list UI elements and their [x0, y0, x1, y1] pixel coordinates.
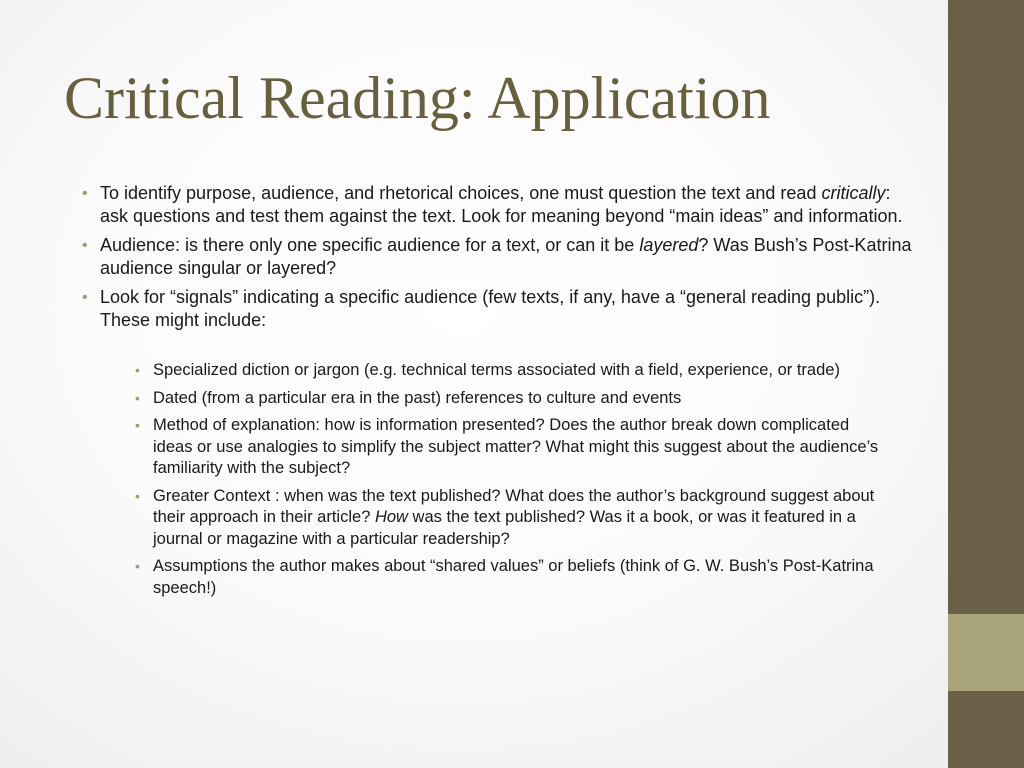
bullet-text: ? Was Bush’s Post-Katrina audience singular or layered? [100, 235, 912, 278]
decorative-side-accent [948, 614, 1024, 691]
sub-bullet-text: Dated (from a particular era in the past) references to culture and events [153, 388, 682, 407]
sub-bullet-text-emphasis: How [374, 508, 408, 526]
sub-bullet-item [133, 556, 893, 599]
slide-title: Critical Reading: Application [64, 65, 771, 131]
bullet-item [80, 182, 912, 228]
bullet-text: To identify purpose, audience, and rhetorical choices, one must question the text and read [100, 183, 822, 203]
bullet-item [80, 286, 912, 599]
bullet-text: Look for “signals” indicating a specific audience (few texts, if any, have a “general reading public”). These might include: [100, 287, 881, 330]
sub-bullet-text: Specialized diction or jargon (e.g. technical terms associated with a field, experience, or trade) [153, 361, 840, 379]
bullet-dot-icon: • [82, 289, 88, 306]
sub-bullet-list [100, 360, 912, 599]
sub-bullet-text: Greater Context : when was the text published? What does the author’s background suggest about their approach in their article? [153, 486, 875, 526]
bullet-dot-icon: • [135, 362, 140, 378]
sub-bullet-text: Assumptions the author makes about “shared values” or beliefs (think of G. W. Bush’s Post-Katrina speech!) [153, 557, 874, 597]
bullet-item [80, 234, 912, 280]
slide-body [80, 182, 912, 605]
bullet-text-emphasis: layered [639, 235, 699, 255]
bullet-dot-icon: • [135, 558, 140, 574]
sub-bullet-item [133, 415, 893, 480]
sub-bullet-item [133, 360, 893, 382]
sub-bullet-text: Method of explanation: how is information presented? Does the author break down complicated ideas or use analogies to simplify the subject matter? What might this suggest about the audience’s familiarity with the subject? [153, 416, 879, 477]
sub-bullet-text: was the text published? Was it a book, or was it featured in a journal or magazine with a particular readership? [153, 508, 856, 548]
bullet-text: Audience: is there only one specific audience for a text, or can it be [100, 235, 640, 255]
bullet-text: : ask questions and test them against the text. Look for meaning beyond “main ideas” and information. [100, 183, 903, 226]
main-bullet-list [80, 182, 912, 599]
bullet-dot-icon: • [135, 417, 140, 433]
bullet-text-emphasis: critically [821, 183, 886, 203]
sub-bullet-item [133, 486, 893, 551]
bullet-dot-icon: • [82, 237, 88, 254]
sub-bullet-item [133, 388, 893, 410]
bullet-dot-icon: • [135, 389, 140, 406]
bullet-dot-icon: • [82, 185, 88, 202]
bullet-dot-icon: • [135, 487, 140, 504]
